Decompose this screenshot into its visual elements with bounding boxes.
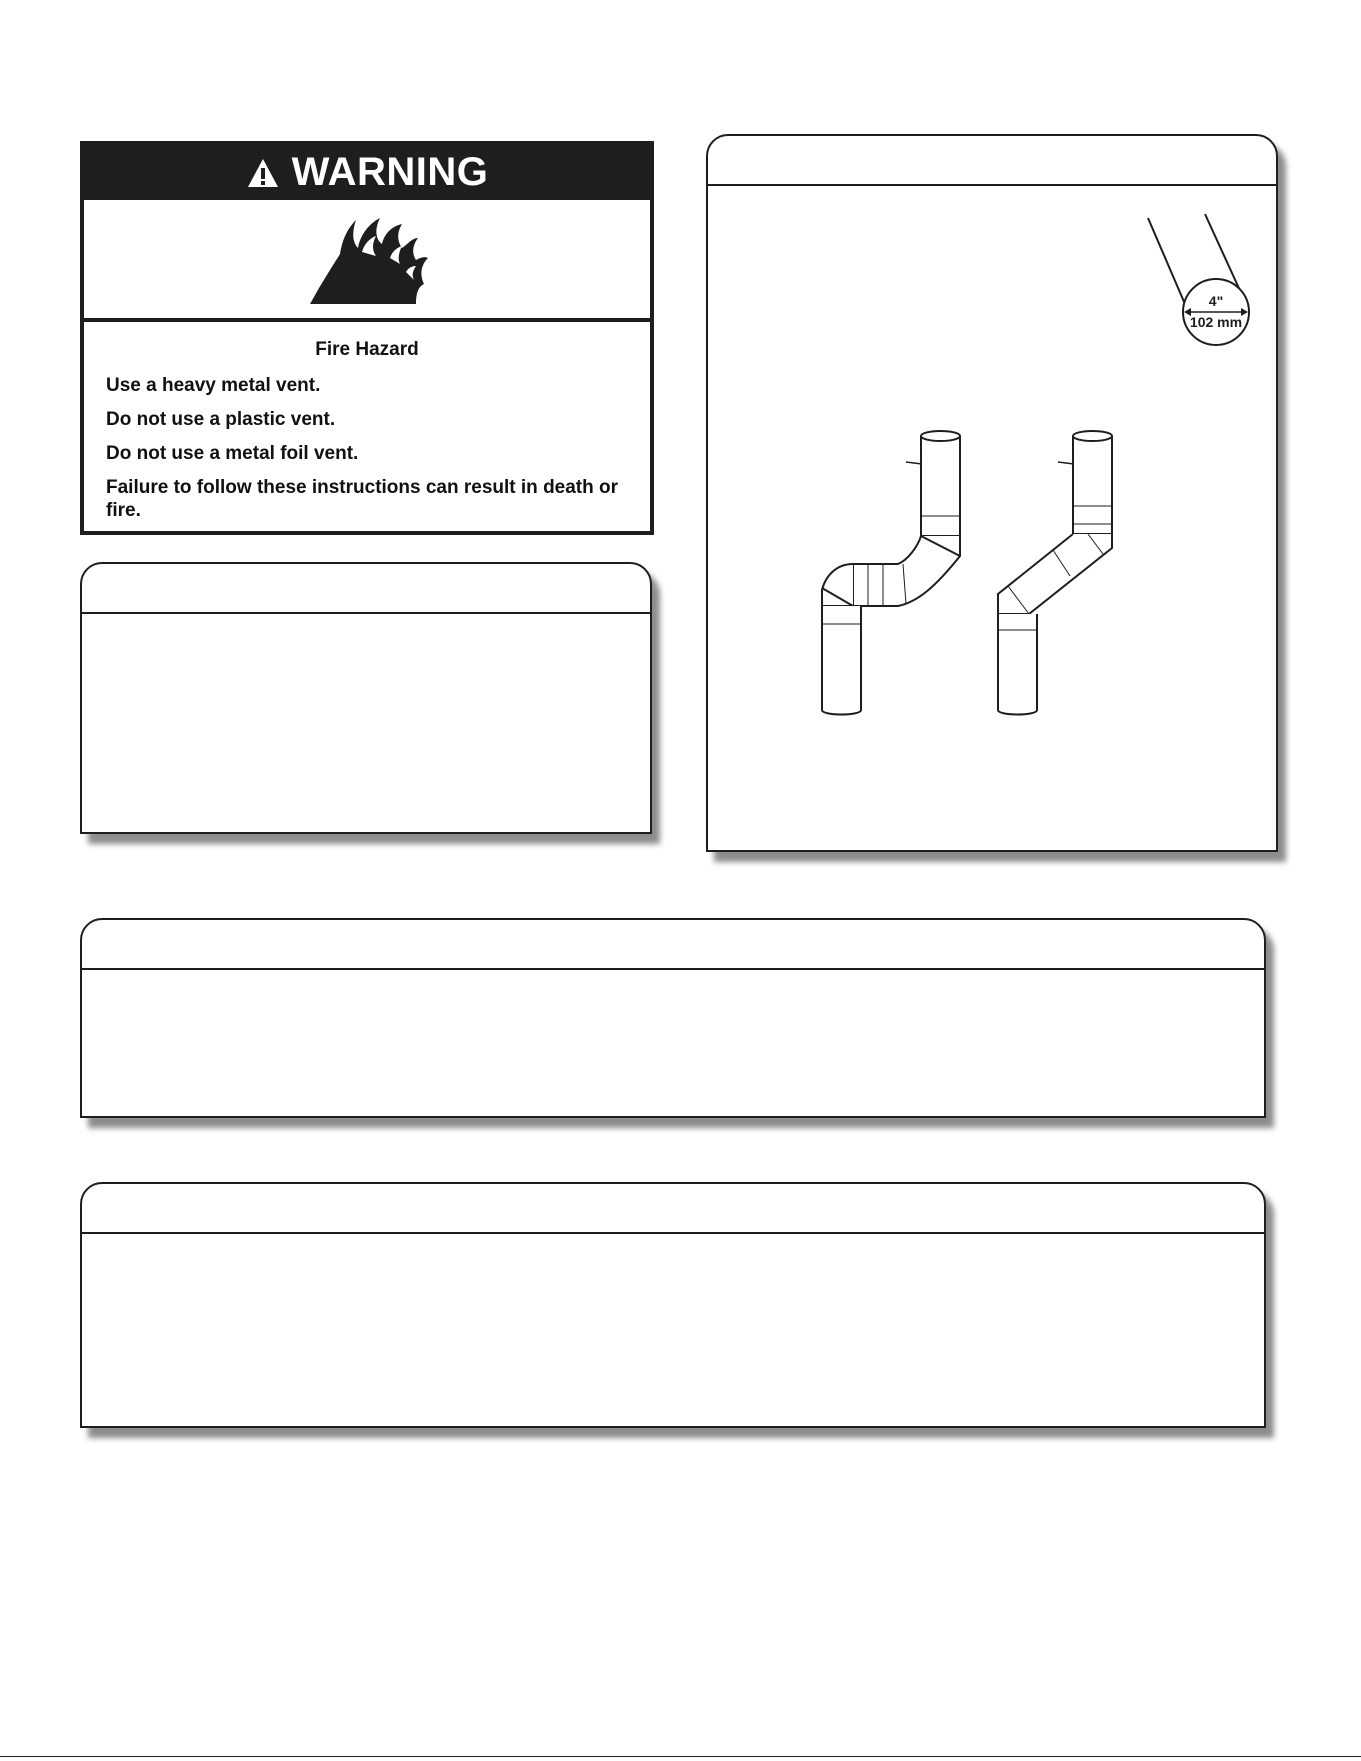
warning-line: Do not use a plastic vent. bbox=[106, 409, 336, 430]
panel-body bbox=[82, 1234, 1264, 1262]
warning-header bbox=[84, 145, 650, 200]
fire-icon bbox=[302, 212, 432, 307]
warning-line: Failure to follow these instructions can result in death or fire. bbox=[106, 477, 619, 521]
warning-box bbox=[80, 141, 654, 535]
warning-heading: WARNING bbox=[291, 150, 489, 194]
hazard-title: Fire Hazard bbox=[315, 339, 419, 360]
vent-diagram-panel bbox=[706, 134, 1278, 852]
warning-body bbox=[84, 322, 650, 522]
info-panel-left bbox=[80, 562, 652, 834]
warning-line: Do not use a metal foil vent. bbox=[106, 443, 359, 464]
alert-triangle-icon bbox=[246, 157, 280, 189]
panel-tab bbox=[82, 1184, 1264, 1234]
info-panel-wide-2 bbox=[80, 1182, 1266, 1428]
panel-body bbox=[82, 614, 650, 642]
warning-line: Use a heavy metal vent. bbox=[106, 375, 321, 396]
diameter-inches: 4" bbox=[1208, 293, 1224, 309]
vent-diagram bbox=[708, 136, 1280, 854]
flame-area bbox=[84, 200, 650, 322]
panel-tab bbox=[82, 920, 1264, 970]
vent-offset-elbows bbox=[822, 431, 960, 715]
panel-body bbox=[82, 970, 1264, 998]
vent-angled-elbows bbox=[998, 431, 1112, 715]
page-bottom-rule bbox=[0, 1756, 1361, 1757]
panel-tab bbox=[82, 564, 650, 614]
info-panel-wide-1 bbox=[80, 918, 1266, 1118]
diameter-mm: 102 mm bbox=[1189, 314, 1243, 330]
